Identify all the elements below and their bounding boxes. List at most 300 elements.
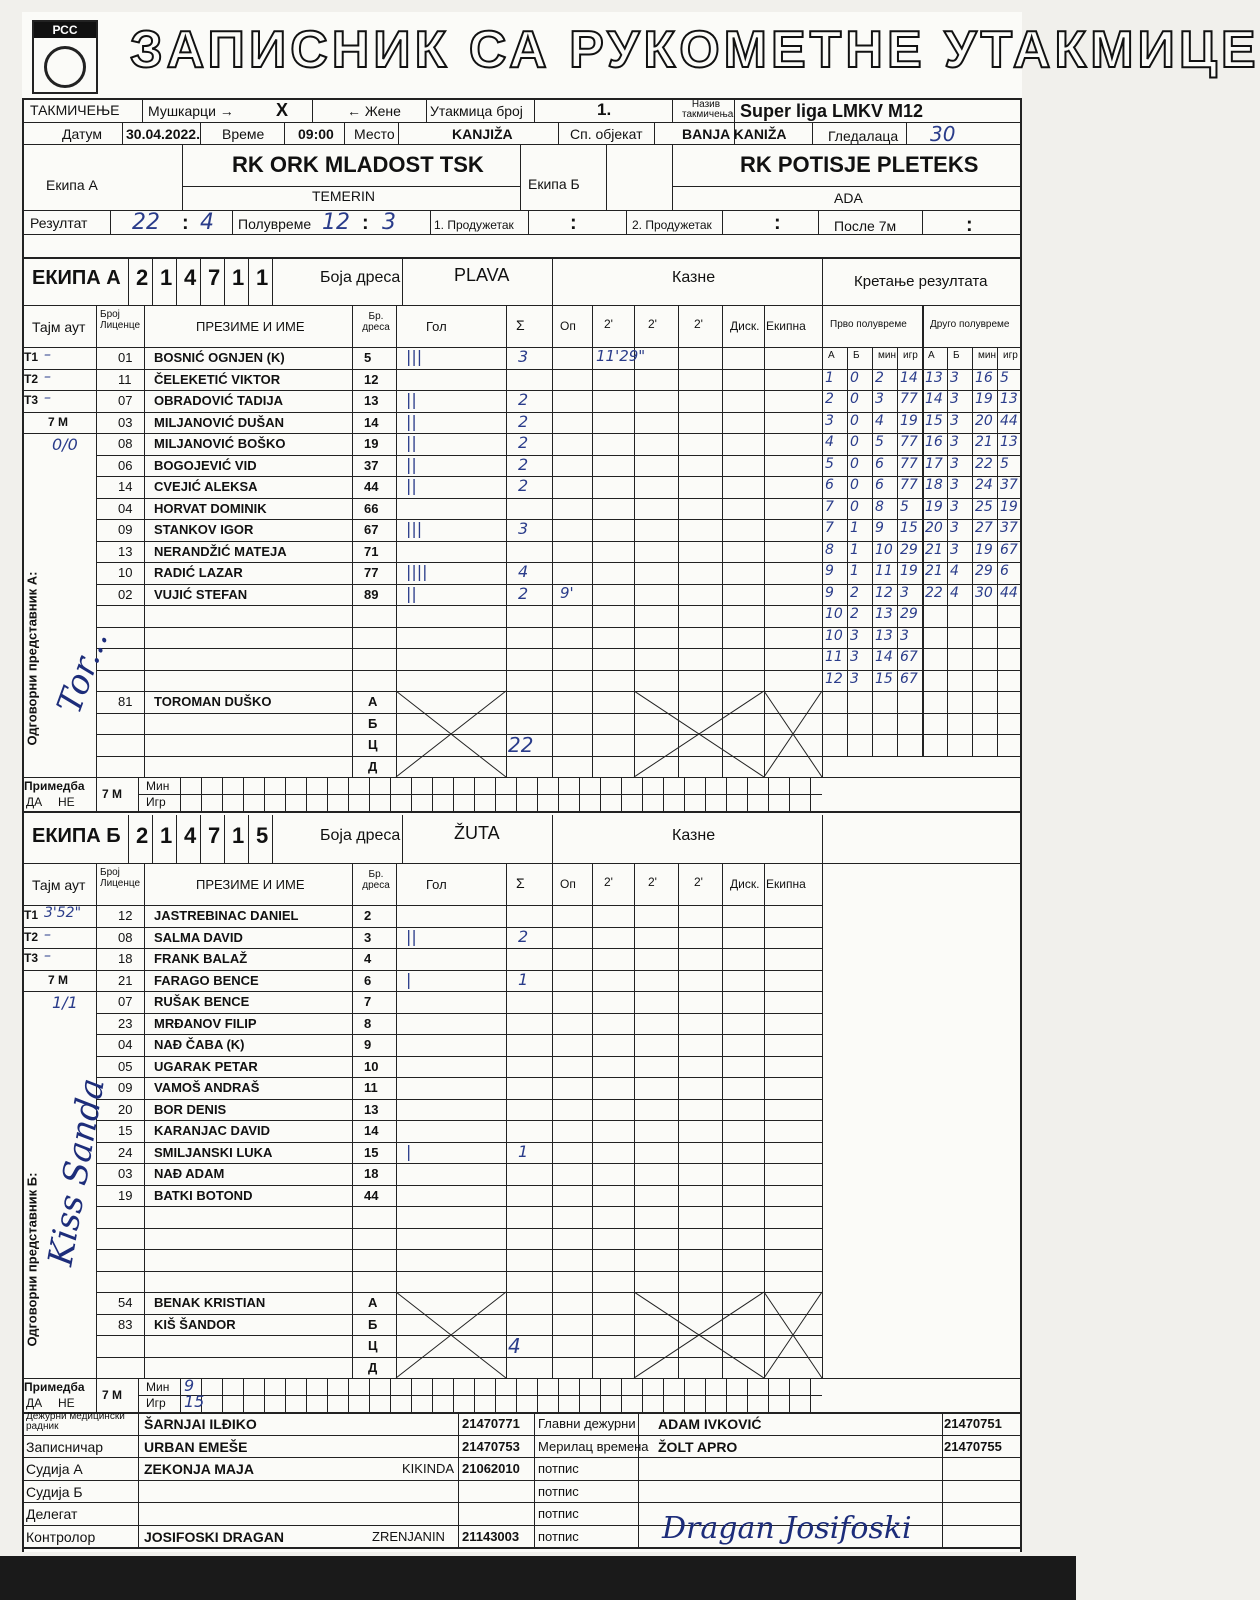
progress-row-line bbox=[822, 756, 1022, 757]
remark-line bbox=[22, 1378, 1022, 1379]
row-line bbox=[96, 1120, 822, 1121]
progress-second-cell: 29 bbox=[975, 563, 993, 579]
remark-no: НЕ bbox=[58, 795, 75, 809]
timing-cell-line bbox=[222, 777, 223, 811]
responsible-rep-label: Одговорни представник Б: bbox=[24, 1172, 40, 1347]
player-goals: |||| bbox=[406, 562, 428, 581]
player-license: 10 bbox=[118, 565, 133, 580]
player-jersey: 3 bbox=[364, 929, 372, 945]
women-label: ← Жене bbox=[347, 103, 401, 119]
grid-line bbox=[654, 122, 655, 144]
frame-line bbox=[22, 98, 1022, 100]
halftime-a: 12 bbox=[322, 210, 350, 235]
player-name: NERANDŽIĆ MATEJA bbox=[154, 543, 287, 559]
player-goal-sum: 4 bbox=[518, 562, 529, 581]
team-b-label: Екипа Б bbox=[528, 176, 580, 192]
team-code-digit: 4 bbox=[184, 265, 197, 290]
men-label: Мушкарци → bbox=[148, 103, 234, 119]
progress-first-cell: 14 bbox=[900, 369, 918, 386]
grid-line bbox=[232, 210, 233, 234]
progress-first-cell: 0 bbox=[850, 391, 859, 407]
footer-name-2: ADAM IVKOVIĆ bbox=[658, 1416, 762, 1432]
igr-label: Игр bbox=[146, 795, 166, 809]
grid-line bbox=[552, 863, 553, 1378]
progress-first-cell: 1 bbox=[850, 520, 859, 536]
player-name: BATKI BOTOND bbox=[154, 1187, 253, 1203]
player-name: MILJANOVIĆ DUŠAN bbox=[154, 414, 285, 430]
remark-line bbox=[22, 777, 1022, 778]
grid-line bbox=[22, 144, 1022, 145]
col-sum: Σ bbox=[516, 875, 525, 891]
player-goals: ||| bbox=[406, 347, 423, 366]
official-license: 54 bbox=[118, 1295, 133, 1310]
player-goals: ||| bbox=[406, 519, 423, 538]
player-jersey: 77 bbox=[364, 565, 379, 580]
footer-label: Контролор bbox=[26, 1528, 96, 1545]
progress-col-line bbox=[822, 347, 823, 756]
remark-label: Примедба bbox=[24, 1380, 85, 1394]
progress-first-cell: 0 bbox=[850, 434, 859, 450]
player-license: 20 bbox=[118, 1101, 133, 1117]
official-license: 83 bbox=[118, 1316, 133, 1332]
col-2min: 2' bbox=[648, 875, 657, 889]
grid-line bbox=[592, 305, 593, 777]
player-license: 21 bbox=[118, 972, 133, 988]
timing-cell-line bbox=[810, 777, 811, 811]
timing-cell-line bbox=[285, 777, 286, 811]
grid-line bbox=[552, 257, 553, 305]
comp-name-label: Назив такмичења bbox=[682, 99, 734, 120]
player-license: 01 bbox=[118, 350, 133, 365]
progress-first-cell: 0 bbox=[850, 369, 859, 386]
progress-first-cell: 5 bbox=[825, 455, 834, 472]
player-name: FARAGO BENCE bbox=[154, 972, 259, 988]
footer-label: Делегат bbox=[26, 1506, 78, 1522]
seven-m-mark: 1/1 bbox=[52, 993, 78, 1012]
grid-line bbox=[128, 815, 129, 863]
progress-second-cell: 44 bbox=[1000, 412, 1018, 429]
grid-line bbox=[22, 210, 1022, 211]
player-license: 12 bbox=[118, 908, 133, 923]
grid-line bbox=[152, 257, 153, 305]
footer-label-2: потпис bbox=[538, 1528, 579, 1544]
progress-second-cell: 18 bbox=[925, 477, 943, 493]
scan-edge bbox=[0, 1556, 1076, 1600]
progress-header-cell: А bbox=[828, 350, 835, 361]
player-jersey: 4 bbox=[364, 951, 372, 966]
player-name: VAMOŠ ANDRAŠ bbox=[154, 1080, 260, 1095]
row-line bbox=[96, 1185, 822, 1186]
venue: BANJA KANIŽA bbox=[682, 126, 787, 142]
player-name: CVEJIĆ ALEKSA bbox=[154, 479, 258, 494]
col-timeout: Тајм аут bbox=[32, 319, 86, 335]
team-a-city: TEMERIN bbox=[312, 188, 375, 204]
official-letter: А bbox=[368, 1295, 378, 1310]
grid-line bbox=[592, 863, 593, 1378]
row-line bbox=[96, 1142, 822, 1143]
col-2min: 2' bbox=[694, 317, 703, 331]
player-name: KARANJAC DAVID bbox=[154, 1123, 271, 1138]
progress-second-cell: 3 bbox=[950, 434, 959, 450]
player-goal-sum: 1 bbox=[518, 1141, 529, 1161]
footer-license-2: 21470755 bbox=[944, 1438, 1002, 1454]
team-code-digit: 1 bbox=[160, 823, 173, 848]
grid-line bbox=[812, 122, 813, 144]
player-jersey: 7 bbox=[364, 994, 372, 1009]
grid-line bbox=[822, 257, 823, 305]
timing-cell-line bbox=[579, 1378, 580, 1412]
footer-city: ZRENJANIN bbox=[372, 1528, 445, 1544]
team-penalty-cross-box bbox=[764, 691, 822, 777]
logo-text: РСС bbox=[34, 22, 96, 38]
progress-first-cell: 1 bbox=[850, 541, 859, 558]
igr-label: Игр bbox=[146, 1396, 166, 1410]
timeout-mark: – bbox=[44, 390, 51, 406]
progress-col-line bbox=[872, 347, 873, 756]
progress-first-cell: 77 bbox=[900, 455, 918, 472]
progress-second-cell: 27 bbox=[975, 520, 993, 536]
col-2min: 2' bbox=[648, 317, 657, 331]
official-name: KIŠ ŠANDOR bbox=[154, 1316, 236, 1332]
grid-line bbox=[402, 257, 403, 305]
date-label: Датум bbox=[62, 126, 102, 142]
penalties-label: Казне bbox=[672, 827, 716, 844]
player-goals: || bbox=[406, 411, 417, 431]
row-line bbox=[96, 455, 822, 456]
footer-name: URBAN EMEŠE bbox=[144, 1438, 248, 1455]
progress-first-cell: 13 bbox=[875, 606, 893, 622]
progress-header-cell: А bbox=[928, 350, 935, 361]
grid-line bbox=[142, 98, 143, 122]
grid-line bbox=[344, 122, 345, 144]
timeout-mark: – bbox=[44, 948, 51, 964]
timing-cell-line bbox=[180, 777, 181, 811]
progress-first-cell: 29 bbox=[900, 541, 918, 558]
time-label: Време bbox=[222, 126, 265, 142]
footer-col-line bbox=[942, 1412, 943, 1547]
rep-a-signature: Tor... bbox=[49, 625, 117, 719]
remark-line bbox=[22, 811, 1022, 813]
col-team-penalty: Екипна bbox=[766, 877, 806, 891]
competition-name: Super liga LMKV M12 bbox=[740, 101, 924, 121]
player-name: VUJIĆ STEFAN bbox=[154, 586, 248, 602]
player-jersey: 12 bbox=[364, 371, 379, 387]
frame-line bbox=[22, 257, 1022, 259]
col-jersey: Бр. дреса bbox=[362, 311, 390, 333]
place-label: Место bbox=[354, 126, 395, 142]
grid-line bbox=[822, 815, 823, 863]
player-jersey: 13 bbox=[364, 1101, 379, 1117]
remark-yes: ДА bbox=[26, 795, 43, 809]
grid-line bbox=[182, 186, 520, 187]
progress-first-cell: 77 bbox=[900, 391, 918, 407]
row-line bbox=[96, 670, 822, 671]
timing-cell-line bbox=[600, 777, 601, 811]
result-label: Резултат bbox=[30, 215, 88, 231]
official-letter: Д bbox=[368, 1359, 378, 1375]
row-line bbox=[96, 627, 822, 628]
progress-header-cell: игр bbox=[1003, 350, 1018, 361]
timing-cell-line bbox=[600, 1378, 601, 1412]
player-goals: || bbox=[406, 476, 417, 495]
col-warning: Оп bbox=[560, 877, 576, 891]
progress-first-cell: 2 bbox=[875, 369, 884, 386]
player-name: BOGOJEVIĆ VID bbox=[154, 457, 257, 473]
grid-line bbox=[558, 122, 559, 144]
timing-cell-line bbox=[663, 777, 664, 811]
player-license: 08 bbox=[118, 929, 133, 945]
grid-line bbox=[672, 98, 673, 122]
row-line bbox=[96, 1206, 822, 1207]
grid-line bbox=[224, 257, 225, 305]
goal-cross-box bbox=[396, 1292, 506, 1378]
progress-second-cell: 13 bbox=[925, 369, 943, 386]
grid-line bbox=[22, 991, 96, 992]
player-goal-sum: 3 bbox=[518, 347, 529, 366]
timing-cell-line bbox=[495, 777, 496, 811]
seven-m-label: 7 M bbox=[102, 787, 123, 801]
player-license: 07 bbox=[118, 393, 133, 408]
grid-line bbox=[552, 305, 553, 777]
player-license: 11 bbox=[118, 371, 132, 387]
timeout-slot: T1 bbox=[24, 350, 39, 364]
row-line bbox=[96, 648, 822, 649]
timing-cell-line bbox=[726, 1378, 727, 1412]
grid-line bbox=[96, 1378, 97, 1412]
footer-name: ZEKONJA MAJA bbox=[144, 1461, 254, 1477]
row-line bbox=[96, 1249, 822, 1250]
first-half-label: Прво полувреме bbox=[830, 319, 907, 330]
progress-second-cell: 4 bbox=[950, 584, 959, 601]
timing-cell-line bbox=[432, 1378, 433, 1412]
timeout-mark: 3'52" bbox=[44, 905, 82, 921]
player-license: 07 bbox=[118, 994, 133, 1009]
row-line bbox=[96, 498, 822, 499]
timing-cell-line bbox=[684, 777, 685, 811]
player-goal-sum: 2 bbox=[518, 411, 529, 431]
progress-first-cell: 19 bbox=[900, 412, 918, 429]
timing-cell-line bbox=[348, 777, 349, 811]
player-goals: || bbox=[406, 390, 417, 409]
row-line bbox=[96, 948, 822, 949]
progress-first-cell: 6 bbox=[875, 477, 884, 493]
progress-header-cell: мин bbox=[978, 350, 996, 361]
player-name: UGARAK PETAR bbox=[154, 1058, 258, 1074]
official-letter: Б bbox=[368, 1316, 378, 1332]
player-name: HORVAT DOMINIK bbox=[154, 500, 267, 516]
ot2-colon: : bbox=[774, 212, 781, 234]
row-line bbox=[96, 1013, 822, 1014]
grid-line bbox=[22, 863, 1022, 864]
progress-second-cell: 20 bbox=[925, 520, 943, 536]
timing-cell-line bbox=[201, 777, 202, 811]
row-line bbox=[96, 562, 822, 563]
grid-line bbox=[430, 210, 431, 234]
progress-first-cell: 67 bbox=[900, 649, 918, 665]
timeout-slot: T2 bbox=[24, 371, 39, 386]
player-license: 03 bbox=[118, 1166, 133, 1181]
grid-line bbox=[22, 970, 96, 971]
timing-cell-line bbox=[558, 777, 559, 811]
timing-cell-line bbox=[495, 1378, 496, 1412]
timing-cell-line bbox=[768, 1378, 769, 1412]
player-license: 03 bbox=[118, 414, 133, 430]
timing-cell-line bbox=[621, 777, 622, 811]
score-progress-label: Кретање резултата bbox=[854, 273, 988, 290]
player-goals: | bbox=[406, 969, 412, 989]
grid-line bbox=[672, 144, 673, 210]
grid-line bbox=[110, 210, 111, 234]
player-name: JASTREBINAC DANIEL bbox=[154, 908, 299, 923]
row-line bbox=[96, 541, 822, 542]
progress-second-cell: 37 bbox=[1000, 477, 1018, 493]
footer-license: 21470753 bbox=[462, 1438, 520, 1454]
grid-line bbox=[176, 815, 177, 863]
men-mark: X bbox=[276, 100, 289, 120]
progress-first-cell: 3 bbox=[850, 649, 859, 665]
team-code-digit: 7 bbox=[208, 823, 221, 848]
grid-line bbox=[606, 144, 607, 210]
timing-cell-line bbox=[390, 777, 391, 811]
player-name: NAĐ ČABA (K) bbox=[154, 1037, 245, 1052]
progress-second-cell: 16 bbox=[975, 369, 993, 386]
progress-header-cell: игр bbox=[903, 350, 918, 361]
row-line bbox=[96, 605, 822, 606]
grid-line bbox=[22, 390, 96, 391]
progress-first-cell: 8 bbox=[875, 498, 884, 515]
player-license: 04 bbox=[118, 1037, 133, 1052]
grid-line bbox=[248, 815, 249, 863]
progress-second-cell: 3 bbox=[950, 391, 959, 407]
progress-first-cell: 9 bbox=[825, 563, 834, 579]
progress-first-cell: 7 bbox=[825, 520, 834, 536]
player-license: 02 bbox=[118, 586, 133, 602]
player-jersey: 14 bbox=[364, 414, 379, 430]
player-name: NAĐ ADAM bbox=[154, 1166, 225, 1181]
progress-first-cell: 11 bbox=[875, 563, 893, 579]
team-label: ЕКИПА А bbox=[32, 267, 121, 289]
player-goal-sum: 2 bbox=[518, 454, 529, 474]
progress-second-cell: 25 bbox=[975, 498, 993, 515]
progress-half-divider bbox=[922, 305, 924, 756]
footer-name: JOSIFOSKI DRAGAN bbox=[144, 1528, 285, 1545]
timing-cell-line bbox=[243, 777, 244, 811]
team-goal-total: 4 bbox=[508, 1334, 521, 1358]
progress-first-cell: 10 bbox=[825, 627, 843, 644]
player-name: OBRADOVIĆ TADIJA bbox=[154, 393, 284, 408]
grid-line bbox=[200, 257, 201, 305]
progress-second-cell: 30 bbox=[975, 584, 993, 601]
player-name: RUŠAK BENCE bbox=[154, 994, 250, 1009]
row-line bbox=[96, 927, 822, 928]
team-code-digit: 5 bbox=[256, 823, 269, 848]
progress-first-cell: 12 bbox=[825, 670, 843, 687]
grid-line bbox=[22, 369, 96, 370]
grid-line bbox=[22, 347, 96, 348]
grid-line bbox=[144, 863, 145, 1378]
progress-first-cell: 6 bbox=[825, 477, 834, 493]
grid-line bbox=[818, 210, 819, 234]
timing-cell-line bbox=[411, 1378, 412, 1412]
col-2min: 2' bbox=[694, 875, 703, 889]
progress-first-cell: 1 bbox=[850, 563, 859, 579]
footer-label: Судија А bbox=[26, 1461, 83, 1477]
timing-cell-line bbox=[453, 1378, 454, 1412]
row-line bbox=[96, 347, 822, 348]
progress-second-cell: 5 bbox=[1000, 455, 1009, 472]
player-jersey: 37 bbox=[364, 457, 379, 473]
row-line bbox=[96, 433, 822, 434]
player-goals: || bbox=[406, 433, 417, 452]
timing-cell-line bbox=[369, 777, 370, 811]
player-goals: || bbox=[406, 583, 417, 603]
footer-col-line bbox=[458, 1412, 459, 1547]
progress-second-cell: 22 bbox=[925, 584, 943, 601]
footer-name-2: ŽOLT APRO bbox=[658, 1438, 738, 1455]
progress-first-cell: 19 bbox=[900, 563, 918, 579]
player-jersey: 66 bbox=[364, 500, 379, 516]
team-code-digit: 2 bbox=[136, 823, 149, 848]
player-name: MRĐANOV FILIP bbox=[154, 1015, 257, 1031]
timeout-mark: – bbox=[44, 347, 51, 363]
progress-first-cell: 15 bbox=[900, 520, 918, 536]
team-code-digit: 1 bbox=[232, 823, 245, 848]
progress-second-cell: 21 bbox=[975, 434, 993, 450]
progress-second-cell: 19 bbox=[975, 391, 993, 407]
progress-first-cell: 9 bbox=[875, 520, 884, 536]
player-name: RADIĆ LAZAR bbox=[154, 565, 243, 580]
player-license: 08 bbox=[118, 436, 133, 451]
penalties-label: Казне bbox=[672, 269, 716, 286]
result-a: 22 bbox=[132, 210, 160, 235]
seven-m-label: 7 M bbox=[48, 972, 69, 987]
grid-line bbox=[22, 122, 1022, 123]
row-line bbox=[96, 1099, 822, 1100]
player-license: 14 bbox=[118, 479, 133, 494]
team-b-city: ADA bbox=[834, 190, 863, 206]
federation-logo bbox=[32, 20, 98, 94]
progress-first-cell: 3 bbox=[850, 670, 859, 687]
grid-line bbox=[224, 815, 225, 863]
footer-license: 21143003 bbox=[462, 1528, 520, 1544]
player-jersey: 19 bbox=[364, 436, 379, 451]
timing-cell-line bbox=[789, 777, 790, 811]
timing-cell-line bbox=[810, 1378, 811, 1412]
footer-row-line bbox=[22, 1457, 1022, 1458]
official-name: BENAK KRISTIAN bbox=[154, 1295, 266, 1310]
player-name: SMILJANSKI LUKA bbox=[154, 1144, 273, 1160]
timing-cell-line bbox=[453, 777, 454, 811]
progress-first-cell: 2 bbox=[850, 606, 859, 622]
row-line bbox=[96, 1077, 822, 1078]
seven-m-igr: 15 bbox=[184, 1392, 205, 1411]
seven-m-min: 9 bbox=[184, 1376, 195, 1395]
rep-b-signature: Kiss Sanda bbox=[40, 1075, 113, 1269]
footer-license: 21062010 bbox=[462, 1461, 520, 1476]
progress-second-cell: 67 bbox=[1000, 541, 1018, 558]
grid-line bbox=[552, 815, 553, 863]
grid-line bbox=[22, 863, 23, 1378]
timing-cell-line bbox=[684, 1378, 685, 1412]
player-license: 15 bbox=[118, 1123, 133, 1138]
seven-m-label: 7 M bbox=[48, 414, 69, 429]
row-line bbox=[96, 412, 822, 413]
player-goals: | bbox=[406, 1141, 412, 1161]
progress-second-cell: 3 bbox=[950, 412, 959, 429]
grid-line bbox=[128, 257, 129, 305]
col-2min: 2' bbox=[604, 317, 613, 331]
player-jersey: 13 bbox=[364, 393, 379, 408]
